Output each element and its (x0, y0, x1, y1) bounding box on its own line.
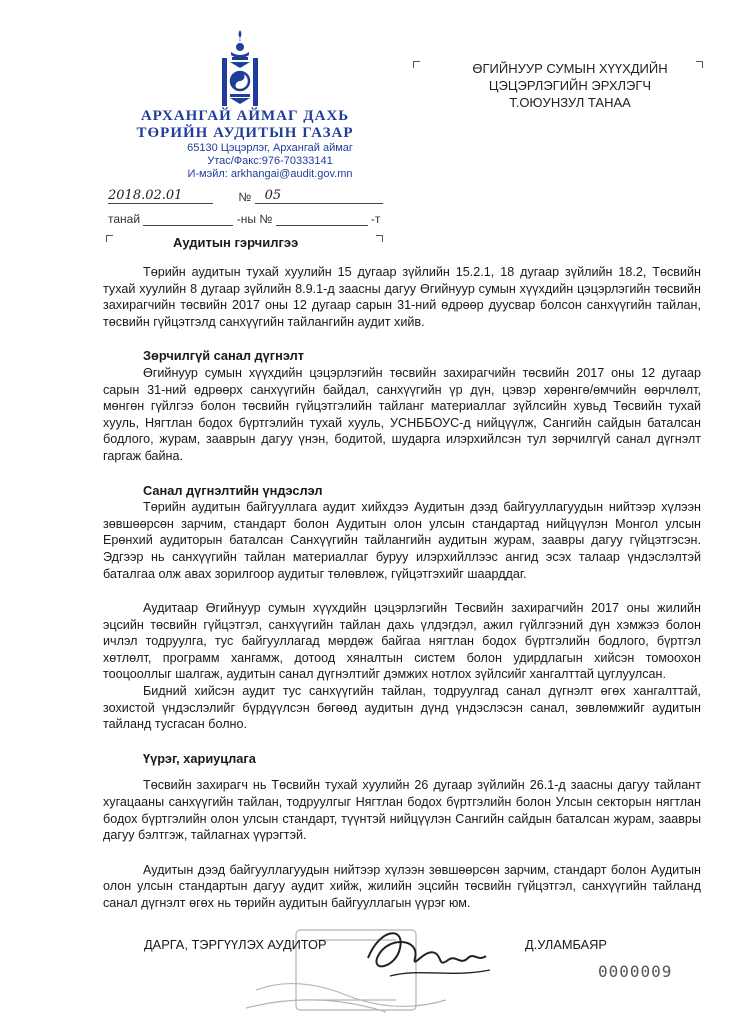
corner-mark (376, 235, 383, 242)
document-serial-number: 0000009 (598, 962, 673, 981)
t-label: -т (370, 212, 381, 226)
document-subject: Аудитын гэрчилгээ (173, 235, 299, 250)
paragraph-intro: Төрийн аудитын тухай хуулийн 15 дугаар зүйлийн 15.2.1, 18 дугаар зүйлийн 18.2, Төсвийн тухай хуулийн 8 дугаар зүйлийн 8.9.1-д заасны дагуу Өгийнуур сумын хүүхдийн цэцэрлэгийн төсвийн захирагчийн төсвийн 2017 оны 12 дугаар сарын 31-ний өдрөөр дуусвар болсон санхүүгийн тайлан, төсвийн гүйцэтгэлд санхүүгийн тайлангийн аудит хийв. (103, 265, 701, 329)
phone-fax: Утас/Факс:976-70333141 (207, 155, 333, 167)
heading-responsibilities: Үүрэг, хариуцлага (143, 750, 256, 766)
tanai-date-line (143, 225, 233, 226)
letter-number: 05 (255, 188, 383, 204)
reference-block (108, 188, 383, 226)
ny-label: -ны № (236, 212, 273, 226)
signatory-name: Д.УЛАМБАЯР (525, 937, 607, 952)
document-body (103, 264, 701, 912)
recipient-block (440, 60, 700, 111)
paragraph-management-responsibility: Төсвийн захирагч нь Төсвийн тухай хуулийн 26 дугаар зүйлийн 26.1-д заасны дагуу тайлант хугацааны санхүүгийн тайлан, тодруулгыг Нягтлан бодох бүртгэлийн болон Улсын секторын нягтлан бодох бүртгэлийн олон улсын стандарт, түүнтэй нийцүүлэн Сангийн сайдын баталсан журам, заавры дагуу бэлтгэж, тайлагнах үүрэгтэй. (103, 778, 701, 843)
tanai-label: танай (108, 212, 141, 226)
org-name-line2: ТӨРИЙН АУДИТЫН ГАЗАР (136, 125, 354, 141)
letter-date: 2018.02.01 (108, 188, 213, 204)
paragraph-sufficiency: Бидний хийсэн аудит тус санхүүгийн тайлан, тодруулгад санал дүгнэлт өгөх хангалттай, зохистой үндэслэлийг бүрдүүлсэн бөгөөд аудитын дүнд үндэслэсэн санал, зөвлөмжийг аудитын тайланд тусгасан болно. (103, 684, 701, 732)
recipient-line3: Т.ОЮУНЗУЛ ТАНАА (509, 95, 631, 110)
corner-mark (106, 235, 113, 242)
organization-name (95, 108, 395, 142)
handwritten-signature-icon (360, 918, 500, 988)
soyombo-emblem-icon (218, 28, 262, 108)
number-label: № (238, 190, 252, 204)
address: 65130 Цэцэрлэг, Архангай аймаг (187, 142, 353, 154)
org-name-line1: АРХАНГАЙ АЙМАГ ДАХЬ (140, 108, 350, 124)
organization-contact (170, 142, 370, 181)
corner-mark (413, 61, 420, 68)
paragraph-audit-scope: Аудитаар Өгийнуур сумын хүүхдийн цэцэрлэгийн Төсвийн захирагчийн 2017 оны жилийн эцсийн төсвийн гүйцэтгэл, санхүүгийн тайлан дахь үлдэгдэл, ажил гүйлгээний дүн хэмжээ болон ичлэл тодруулга, тус байгууллагад мөрдөж байгаа нягтлан бодох бүртгэлийн бодлого, бүртгэл хөтлөлт, программ хангамж, дотоод хяналтын систем болон удирдлагын хийсэн томоохон тооцооллыг шалгаж, аудитын санал дүгнэлтийг дэмжих нотлох зүйлсийг хангалттай цуглуулсан. (103, 601, 701, 682)
paragraph-auditor-responsibility: Аудитын дээд байгууллагуудын нийтээр хүлээн зөвшөөрсөн зарчим, стандарт болон Аудитын олон улсын стандартын дагуу аудит хийж, жилийн эцсийн төсвийн гүйцэтгэл, санхүүгийн тайланд санал дүгнэлт өгөх нь төрийн аудитын байгууллагын үүрэг юм. (103, 862, 701, 910)
heading-unqualified-opinion: Зөрчилгүй санал дүгнэлт (143, 348, 304, 364)
recipient-line2: ЦЭЦЭРЛЭГИЙН ЭРХЛЭГЧ (488, 78, 652, 93)
paragraph-basis: Төрийн аудитын байгууллага аудит хийхдээ Аудитын дээд байгууллагуудын нийтээр хүлээн зөвшөөрсөн зарчим, стандарт болон Аудитын олон улсын стандартад нийцүүлэн Монгол улсын Ерөнхий аудиторын баталсан Санхүүгийн тайлангийн аудитын журам, заавры дагуу гүйцэтгэсэн. Эдгээр нь санхүүгийн тайлан материаллаг буруу илэрхийллээс ангид эсэх талаар үндэслэлтэй баталгаа олж авах зорилгоор аудитыг төлөвлөж, гүйцэтгэхийг шаарддаг. (103, 500, 701, 581)
heading-basis-for-opinion: Санал дүгнэлтийн үндэслэл (143, 482, 323, 498)
recipient-line1: ӨГИЙНУУР СУМЫН ХҮҮХДИЙН (472, 61, 668, 76)
paragraph-opinion: Өгийнуур сумын хүүхдийн цэцэрлэгийн төсвийн захирагчийн төсвийн 2017 оны 12 дугаар сарын 31-ний өдрөөрх санхүүгийн байдал, санхүүгийн үр дүн, цэвэр хөрөнгө/өмчийн өөрчлөлт, мөнгөн гүйлгээ болон төсвийн гүйцэтгэлийн тайланг материаллаг зүйлсийн хувьд Төсвийн тухай хууль, Нягтлан бодох бүртгэлийн тухай хууль, УСНББОУС-д нийцүүлж, Сангийн сайдын баталсан бодлого, журам, зааврын дагуу үнэн, бодитой, шударга илэрхийлсэн тул зөрчилгүй санал дүгнэлт гаргаж байна. (103, 365, 701, 463)
email: И-мэйл: arkhangai@audit.gov.mn (187, 168, 353, 180)
signatory-title: ДАРГА, ТЭРГҮҮЛЭХ АУДИТОР (144, 937, 327, 952)
tanai-number-line (276, 225, 368, 226)
